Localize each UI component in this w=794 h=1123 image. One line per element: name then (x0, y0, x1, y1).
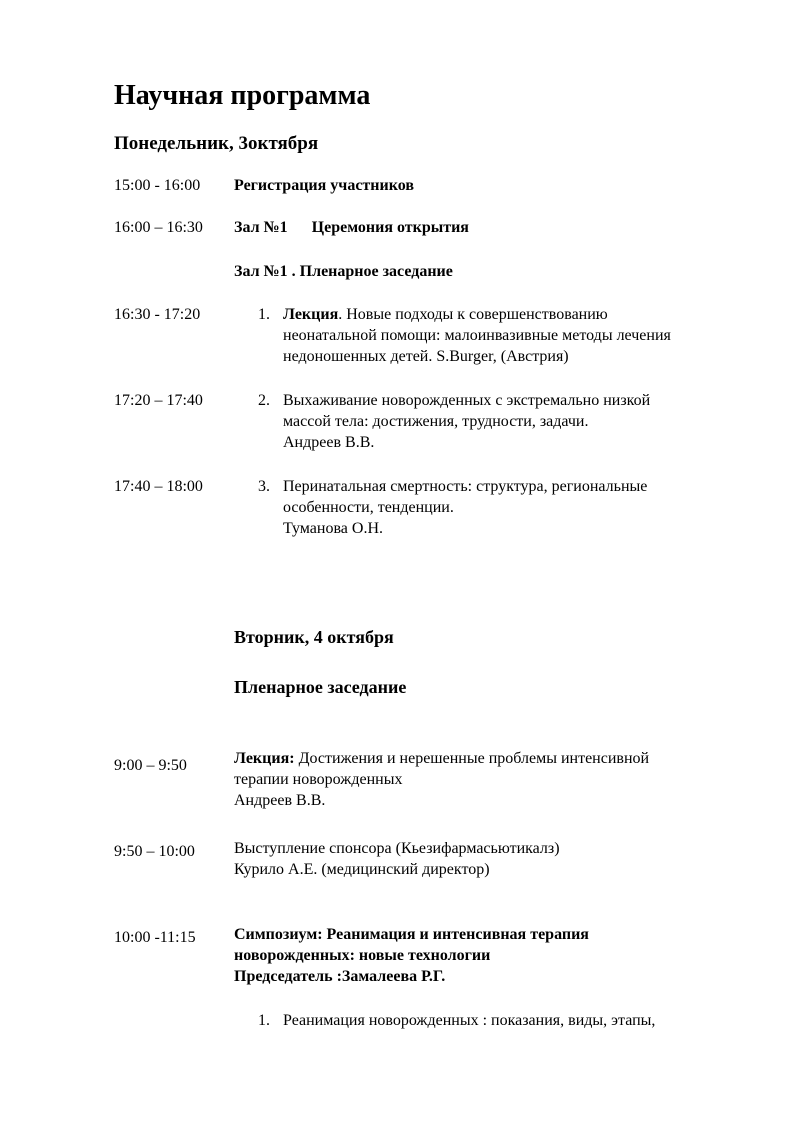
talk-number: 3. (258, 478, 270, 495)
talk-line: неонатальной помощи: малоинвазивные методы лечения (283, 327, 671, 344)
time-opening: 16:00 – 16:30 (114, 219, 203, 236)
time-symposium: 10:00 -11:15 (114, 929, 196, 946)
talk-line: Выхаживание новорожденных с экстремально низкой (283, 392, 651, 409)
talk-number: 1. (258, 1012, 270, 1029)
symposium-chair: Председатель :Замалеева Р.Г. (234, 968, 446, 985)
talk-line: массой тела: достижения, трудности, задачи. (283, 413, 589, 430)
sponsor-speaker: Курило А.Е. (медицинский директор) (234, 861, 490, 878)
symposium-line: Симпозиум: Реанимация и интенсивная терапия (234, 926, 589, 943)
lecture-line: Достижения и нерешенные проблемы интенсивной (294, 750, 650, 767)
symposium-block (234, 924, 589, 987)
opening-hall: Зал №1 (234, 219, 288, 236)
lecture-line: терапии новорожденных (234, 771, 403, 788)
sponsor-block (234, 838, 560, 880)
registration-text: Регистрация участников (234, 177, 414, 194)
talk-line: Перинатальная смертность: структура, региональные (283, 478, 648, 495)
talk-line: недоношенных детей. S.Burger, (Австрия) (283, 348, 569, 365)
time-talk-1: 16:30 - 17:20 (114, 306, 201, 323)
plenary-heading-tuesday: Пленарное заседание (234, 677, 407, 697)
talk-line: особенности, тенденции. (283, 499, 454, 516)
time-registration: 15:00 - 16:00 (114, 177, 201, 194)
lecture-block (234, 748, 649, 811)
talk-line: Туманова О.Н. (283, 520, 383, 537)
opening-text: Церемония открытия (311, 219, 469, 236)
time-talk-2: 17:20 – 17:40 (114, 392, 203, 409)
time-sponsor: 9:50 – 10:00 (114, 843, 195, 860)
day-heading-monday: Понедельник, 3октября (114, 133, 319, 154)
lecture-author: Андреев В.В. (234, 792, 326, 809)
talk-number: 2. (258, 392, 270, 409)
talk-line: . Новые подходы к совершенствованию (338, 306, 608, 323)
sponsor-line: Выступление спонсора (Кьезифармасьютикалз) (234, 840, 560, 857)
page-title: Научная программа (114, 80, 371, 111)
time-lecture: 9:00 – 9:50 (114, 757, 187, 774)
opening-row (234, 217, 469, 238)
day-heading-tuesday: Вторник, 4 октября (234, 627, 394, 647)
time-talk-3: 17:40 – 18:00 (114, 478, 203, 495)
talk-line: Реанимация новорожденных : показания, виды, этапы, (283, 1012, 656, 1029)
lecture-label: Лекция: (234, 750, 295, 767)
talk-number: 1. (258, 306, 270, 323)
plenary-heading-monday: Зал №1 . Пленарное заседание (234, 263, 453, 280)
talk-line: Андреев В.В. (283, 434, 375, 451)
talk-label: Лекция (283, 306, 339, 323)
symposium-line: новорожденных: новые технологии (234, 947, 491, 964)
